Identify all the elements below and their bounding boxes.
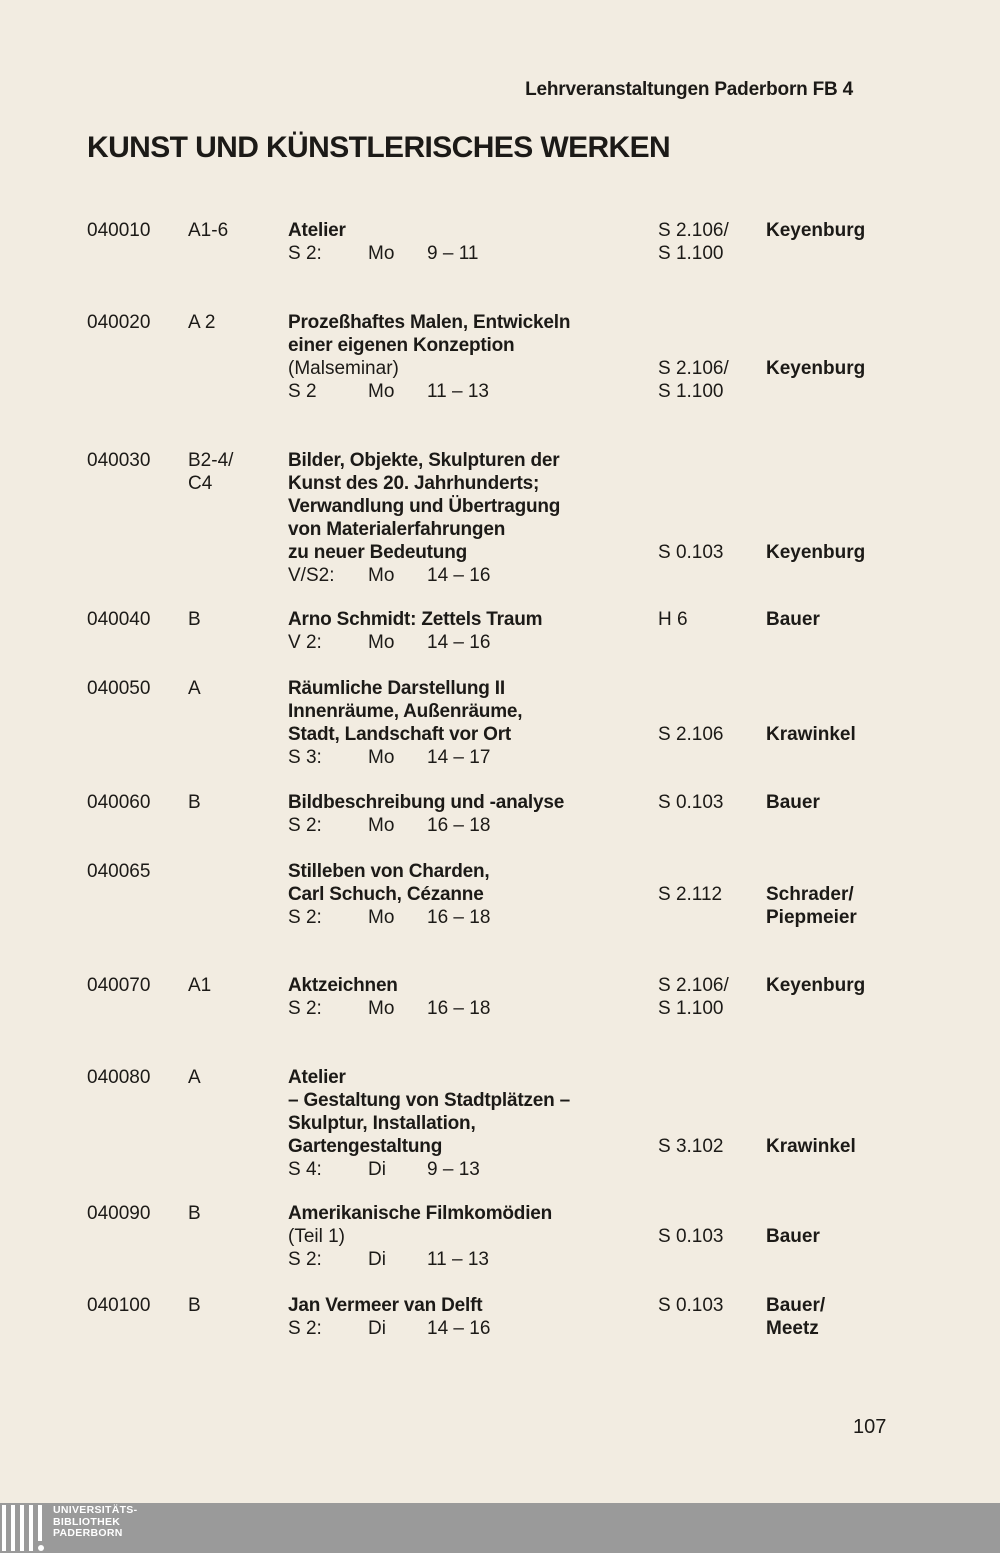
course-category <box>188 219 248 242</box>
course-category <box>188 608 248 631</box>
course-title-line: Verwandlung und Übertragung <box>288 496 561 517</box>
course-lecturer-line: Meetz <box>766 1318 819 1339</box>
course-body <box>288 449 648 587</box>
course-schedule <box>288 997 648 1020</box>
library-name-line: BIBLIOTHEK <box>53 1515 121 1528</box>
course-number: 040100 <box>87 1295 151 1316</box>
library-footer-bar <box>0 1503 1000 1553</box>
course-title-line: Innenräume, Außenräume, <box>288 701 523 722</box>
course-category-line: A1 <box>188 975 212 996</box>
course-schedule <box>288 380 648 403</box>
course-room <box>658 883 758 906</box>
course-day: Mo <box>368 632 395 653</box>
course-type: V 2: <box>288 632 322 653</box>
course-room-line: S 0.103 <box>658 1295 724 1316</box>
course-type: S 2: <box>288 815 322 836</box>
course-title-line: zu neuer Bedeutung <box>288 542 468 563</box>
course-category-line: B <box>188 1203 201 1224</box>
course-title-line: Kunst des 20. Jahrhunderts; <box>288 473 540 494</box>
course-schedule <box>288 564 648 587</box>
course-type: S 2: <box>288 907 322 928</box>
course-category-line: B <box>188 792 201 813</box>
course-body <box>288 608 648 654</box>
course-room-line: S 0.103 <box>658 1226 724 1247</box>
course-lecturer <box>766 1294 906 1340</box>
course-subtitle: (Teil 1) <box>288 1226 346 1247</box>
course-room <box>658 1135 758 1158</box>
course-time: 14 – 16 <box>427 1318 491 1339</box>
course-lecturer <box>766 1225 906 1248</box>
course-title-line: Carl Schuch, Cézanne <box>288 884 484 905</box>
course-room <box>658 357 758 403</box>
course-room-line: S 0.103 <box>658 792 724 813</box>
course-lecturer-line: Piepmeier <box>766 907 857 928</box>
course-number: 040080 <box>87 1067 151 1088</box>
course-title-line: Atelier <box>288 220 346 241</box>
course-lecturer-line: Keyenburg <box>766 542 866 563</box>
course-lecturer-line: Keyenburg <box>766 975 866 996</box>
course-category <box>188 677 248 700</box>
course-room-line: S 1.100 <box>658 243 724 264</box>
course-category <box>188 791 248 814</box>
course-room <box>658 1225 758 1248</box>
course-lecturer <box>766 608 906 631</box>
course-schedule <box>288 242 648 265</box>
course-lecturer-line: Krawinkel <box>766 724 856 745</box>
course-body <box>288 1066 648 1181</box>
course-body <box>288 219 648 265</box>
course-title-line: Aktzeichnen <box>288 975 398 996</box>
course-room-line: S 1.100 <box>658 381 724 402</box>
course-title-line: Stilleben von Charden, <box>288 861 490 882</box>
course-time: 14 – 16 <box>427 632 491 653</box>
course-category <box>188 1066 248 1089</box>
course-day: Mo <box>368 998 395 1019</box>
course-title-line: Stadt, Landschaft vor Ort <box>288 724 512 745</box>
course-lecturer-line: Keyenburg <box>766 358 866 379</box>
course-room-line: S 1.100 <box>658 998 724 1019</box>
course-title-line: Prozeßhaftes Malen, Entwickeln <box>288 312 571 333</box>
course-room-line: S 2.106/ <box>658 220 729 241</box>
course-type: S 2 <box>288 381 317 402</box>
course-title-line: Skulptur, Installation, <box>288 1113 476 1134</box>
course-type: S 2: <box>288 998 322 1019</box>
course-title-line: Gartengestaltung <box>288 1136 443 1157</box>
course-schedule <box>288 906 648 929</box>
course-lecturer <box>766 541 906 564</box>
course-number: 040050 <box>87 678 151 699</box>
course-number: 040065 <box>87 861 151 882</box>
course-type: S 2: <box>288 1249 322 1270</box>
course-lecturer-line: Bauer/ <box>766 1295 826 1316</box>
course-time: 11 – 13 <box>427 1249 489 1270</box>
course-title-line: Amerikanische Filmkomödien <box>288 1203 553 1224</box>
course-type: S 2: <box>288 1318 322 1339</box>
course-title-line: Bildbeschreibung und -analyse <box>288 792 565 813</box>
library-name-line: PADERBORN <box>53 1527 123 1539</box>
course-title-line: Atelier <box>288 1067 346 1088</box>
course-lecturer <box>766 1135 906 1158</box>
course-lecturer <box>766 791 906 814</box>
course-title-line: Jan Vermeer van Delft <box>288 1295 483 1316</box>
course-number: 040030 <box>87 450 151 471</box>
course-time: 16 – 18 <box>427 815 491 836</box>
course-room-line: S 2.106 <box>658 724 724 745</box>
course-room <box>658 791 758 814</box>
course-day: Mo <box>368 907 395 928</box>
course-lecturer-line: Bauer <box>766 1226 820 1247</box>
course-number: 040010 <box>87 220 151 241</box>
course-schedule <box>288 814 648 837</box>
course-category <box>188 974 248 997</box>
course-number: 040090 <box>87 1203 151 1224</box>
course-room <box>658 723 758 746</box>
course-category <box>188 1202 248 1225</box>
course-lecturer <box>766 974 906 997</box>
course-type: S 3: <box>288 747 322 768</box>
course-room <box>658 541 758 564</box>
course-room-line: H 6 <box>658 609 688 630</box>
course-body <box>288 677 648 769</box>
course-number: 040060 <box>87 792 151 813</box>
course-body <box>288 1294 648 1340</box>
course-lecturer-line: Keyenburg <box>766 220 866 241</box>
course-room <box>658 219 758 265</box>
course-room <box>658 1294 758 1317</box>
course-lecturer <box>766 883 906 929</box>
course-day: Mo <box>368 243 395 264</box>
course-category-line: B2-4/ <box>188 450 234 471</box>
course-number: 040070 <box>87 975 151 996</box>
course-lecturer <box>766 357 906 380</box>
course-room-line: S 0.103 <box>658 542 724 563</box>
course-schedule <box>288 746 648 769</box>
course-room-line: S 2.112 <box>658 884 723 905</box>
course-time: 14 – 17 <box>427 747 491 768</box>
library-name <box>53 1505 137 1540</box>
course-schedule <box>288 1158 648 1181</box>
course-time: 16 – 18 <box>427 907 491 928</box>
page-number: 107 <box>853 1416 887 1438</box>
course-day: Di <box>368 1318 386 1339</box>
course-room <box>658 974 758 1020</box>
course-body <box>288 974 648 1020</box>
course-body <box>288 791 648 837</box>
course-title-line: von Materialerfahrungen <box>288 519 506 540</box>
course-number: 040020 <box>87 312 151 333</box>
course-schedule <box>288 1317 648 1340</box>
course-lecturer-line: Schrader/ <box>766 884 854 905</box>
course-type: S 4: <box>288 1159 322 1180</box>
course-lecturer-line: Bauer <box>766 609 820 630</box>
course-time: 14 – 16 <box>427 565 491 586</box>
page-title: KUNST UND KÜNSTLERISCHES WERKEN <box>87 131 671 164</box>
course-category-line: B <box>188 609 201 630</box>
course-time: 9 – 11 <box>427 243 479 264</box>
course-subtitle: (Malseminar) <box>288 358 399 379</box>
course-lecturer-line: Bauer <box>766 792 820 813</box>
course-title-line: Arno Schmidt: Zettels Traum <box>288 609 543 630</box>
course-lecturer <box>766 219 906 242</box>
course-time: 16 – 18 <box>427 998 491 1019</box>
course-title-line: Räumliche Darstellung II <box>288 678 505 699</box>
course-category <box>188 449 248 495</box>
course-category <box>188 1294 248 1317</box>
course-title-line: – Gestaltung von Stadtplätzen – <box>288 1090 571 1111</box>
course-category-line: A <box>188 1067 201 1088</box>
course-time: 11 – 13 <box>427 381 489 402</box>
course-day: Mo <box>368 747 395 768</box>
course-category-line: B <box>188 1295 201 1316</box>
course-room <box>658 608 758 631</box>
course-category <box>188 311 248 334</box>
course-lecturer-line: Krawinkel <box>766 1136 856 1157</box>
course-room-line: S 2.106/ <box>658 975 729 996</box>
course-schedule <box>288 1248 648 1271</box>
course-title-line: einer eigenen Konzeption <box>288 335 515 356</box>
course-room-line: S 3.102 <box>658 1136 724 1157</box>
course-type: S 2: <box>288 243 322 264</box>
course-day: Di <box>368 1249 386 1270</box>
course-room-line: S 2.106/ <box>658 358 729 379</box>
course-schedule <box>288 631 648 654</box>
course-body <box>288 860 648 929</box>
course-lecturer <box>766 723 906 746</box>
course-type: V/S2: <box>288 565 335 586</box>
course-category-line: A 2 <box>188 312 216 333</box>
course-category-line: C4 <box>188 473 213 494</box>
course-day: Mo <box>368 565 395 586</box>
course-day: Mo <box>368 815 395 836</box>
course-category-line: A1-6 <box>188 220 229 241</box>
course-body <box>288 1202 648 1271</box>
course-time: 9 – 13 <box>427 1159 480 1180</box>
running-header: Lehrveranstaltungen Paderborn FB 4 <box>525 79 853 100</box>
course-day: Mo <box>368 381 395 402</box>
course-number: 040040 <box>87 609 151 630</box>
course-day: Di <box>368 1159 386 1180</box>
course-body <box>288 311 648 403</box>
course-title-line: Bilder, Objekte, Skulpturen der <box>288 450 560 471</box>
library-name-line: UNIVERSITÄTS- <box>53 1504 138 1516</box>
course-category-line: A <box>188 678 201 699</box>
